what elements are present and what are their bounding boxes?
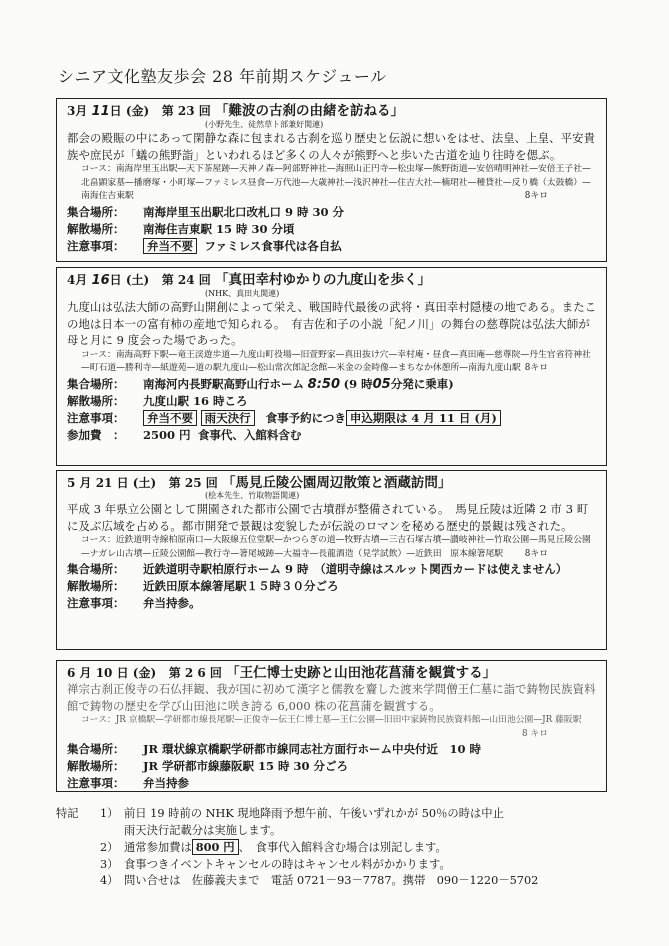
row-value: 南海岸里玉出駅北口改札口 9 時 30 分 bbox=[143, 204, 345, 219]
course-label: コース： bbox=[81, 715, 116, 725]
notes-heading: 特記 bbox=[56, 807, 79, 820]
event-date: 4月 bbox=[67, 273, 88, 287]
row-value: 南海河内長野駅高野山行ホーム bbox=[143, 376, 304, 391]
dismissal-place-row bbox=[67, 578, 598, 595]
course-distance: 8キロ bbox=[524, 548, 548, 559]
event-card-25 bbox=[56, 470, 607, 650]
note-text: 問い合せは 佐藤義夫まで 電話 0721－93－7787。携帯 090－1220－5702 bbox=[124, 874, 539, 887]
meeting-place-row bbox=[67, 561, 598, 578]
notice-text: 食事予約につき bbox=[265, 410, 346, 425]
course-label: コース： bbox=[81, 164, 116, 174]
event-date: 5 月 21 日 bbox=[67, 476, 129, 490]
event-description: 平成 3 年県立公園として開園された都市公園で古墳群が整備されている。 馬見丘陵は近隣 2 市 3 町に及ぶ広域を占める。都市開発で景観は変貌したが伝説のロマンを秘める歴史的景観は残された。 bbox=[67, 502, 589, 533]
row-label: 参加費 ： bbox=[67, 427, 125, 442]
note-text: 雨天決行記載分は実施します。 bbox=[124, 823, 282, 837]
note-number: 1） bbox=[100, 807, 119, 820]
row-label: 注意事項： bbox=[67, 410, 125, 425]
event-weekday: (土) bbox=[132, 476, 157, 490]
event-header bbox=[67, 475, 598, 491]
event-weekday: (金) bbox=[125, 104, 150, 118]
event-card-24 bbox=[56, 267, 607, 466]
page-title: シニア文化塾友歩会 28 年前期スケジュール bbox=[58, 67, 387, 86]
note-item bbox=[100, 857, 620, 874]
course-route: 近鉄道明寺線柏原南口—大阪線五位堂駅—かつらぎの道—牧野古墳—三吉石塚古墳—讃岐神社—竹取公園—馬見丘陵公園—ナガレ山古墳—丘陵公園館—教行寺—箸尾城跡—大福寺—長龍酒造（見学試飲）—近鉄田 原本線箸尾駅 bbox=[81, 535, 591, 559]
row-value: JR 環状線京橋駅学研都市線同志社方面行ホーム中央付近 10 時 bbox=[143, 742, 482, 756]
notice-row bbox=[67, 595, 598, 612]
notice-boxed: 弁当不要 bbox=[143, 410, 197, 426]
course-distance: 8キロ bbox=[524, 191, 548, 201]
notice-boxed: 弁当不要 bbox=[143, 238, 197, 254]
note-item bbox=[100, 873, 620, 890]
course-route: 南海岸里玉出駅—天下茶屋跡—天神ノ森—阿部野神社—海照山正円寺—松虫塚—熊野街道—安倍晴明神社—安倍王子社—北畠顕家墓—播磨塚・小町塚—ファミレス昼食—万代池—大歳神社—浅沢神社—住吉大社—楠珺社—種貸社—反り橋（太鼓橋）—南海住吉東駅 bbox=[81, 164, 591, 201]
note-text: 前日 19 時前の NHK 現地降雨予想午前、午後いずれかが 50％の時は中止 bbox=[124, 807, 504, 820]
event-date: 3月 bbox=[67, 104, 88, 118]
notice-text: ファミレス食事代は各自払 bbox=[204, 238, 342, 253]
note-text: 通常参加費は bbox=[124, 841, 192, 854]
event-weekday: (土) bbox=[125, 273, 150, 287]
note-item bbox=[100, 806, 620, 823]
event-header bbox=[67, 272, 598, 289]
notice-row bbox=[67, 410, 598, 427]
event-name: 「王仁博士史跡と山田池花菖蒲を観賞する」 bbox=[226, 665, 497, 681]
dismissal-place-row bbox=[67, 393, 598, 410]
row-value: 近鉄田原本線箸尾駅１５時３０分ごろ bbox=[143, 579, 339, 593]
event-course bbox=[67, 349, 598, 376]
course-label: コース： bbox=[81, 535, 116, 545]
row-label: 集合場所： bbox=[67, 742, 125, 756]
fee-boxed: 800 円 bbox=[192, 839, 239, 855]
event-number: 第 24 回 bbox=[161, 273, 211, 287]
note-number: 3） bbox=[100, 857, 119, 871]
note-number: 2） bbox=[100, 841, 119, 854]
course-label: コース： bbox=[81, 349, 116, 360]
notice-boxed: 雨天決行 bbox=[201, 410, 255, 426]
row-value: JR 学研都市線藤阪駅 15 時 30 分ごろ bbox=[143, 759, 349, 773]
event-date-day: 11 bbox=[91, 104, 110, 119]
row-label: 注意事項： bbox=[67, 776, 125, 790]
course-route: JR 京橋駅—学研都市線長尾駅—正俊寺—伝王仁博士墓—王仁公園—旧田中家鋳物民族資料館—山田池公園—JR 藤阪駅 bbox=[115, 715, 582, 725]
course-distance: 8キロ bbox=[524, 363, 548, 373]
event-number: 第 23 回 bbox=[161, 104, 211, 118]
row-label: 解散場所： bbox=[67, 579, 125, 593]
row-label: 集合場所： bbox=[67, 376, 125, 391]
row-label: 集合場所： bbox=[67, 204, 125, 219]
notice-row bbox=[67, 775, 598, 792]
course-distance: 8 キロ bbox=[522, 728, 548, 739]
event-guide: (桧本先生、竹取物語関連) bbox=[205, 491, 300, 500]
fee-row bbox=[67, 427, 598, 444]
row-value: 弁当持参。 bbox=[143, 596, 201, 610]
event-course bbox=[67, 163, 598, 204]
event-date-suffix: 日 bbox=[109, 104, 122, 118]
dismissal-place-row bbox=[67, 758, 598, 775]
event-guide: (小野先生、徒然草ト部兼好関連) bbox=[205, 120, 324, 129]
note-text: 食事つきイベントキャンセルの時はキャンセル料がかかります。 bbox=[124, 857, 451, 871]
meet-time-handwritten: 8:50 bbox=[307, 376, 340, 392]
event-number: 第 2 6 回 bbox=[168, 666, 222, 680]
meeting-place-row bbox=[67, 741, 598, 758]
meet-note-suffix: 分発に乗車) bbox=[390, 376, 454, 391]
event-name: 「難波の古刹の由緒を訪ねる」 bbox=[215, 103, 404, 119]
dismissal-place-row bbox=[67, 221, 598, 238]
event-course bbox=[67, 714, 598, 741]
event-date: 6 月 10 日 bbox=[67, 666, 129, 680]
row-label: 解散場所： bbox=[67, 221, 125, 236]
event-card-23 bbox=[56, 98, 607, 262]
event-card-26 bbox=[56, 660, 607, 792]
row-label: 集合場所： bbox=[67, 562, 125, 576]
note-item bbox=[100, 839, 620, 857]
event-course bbox=[67, 534, 598, 561]
notice-row bbox=[67, 238, 598, 255]
row-label: 注意事項： bbox=[67, 596, 125, 610]
notes-list bbox=[100, 806, 620, 890]
meet-note-handwritten: 05 bbox=[372, 376, 391, 392]
event-guide: (NHK、真田丸関連) bbox=[205, 289, 280, 298]
row-label: 解散場所： bbox=[67, 393, 125, 408]
fee-value: 2500 円 bbox=[143, 427, 191, 442]
event-description: 九度山は弘法大師の高野山開創によって栄え、戦国時代最後の武将・真田幸村隠棲の地である。またこの地は日本一の富有柿の産地で知られる。 有吉佐和子の小説「紀ノ川」の舞台の慈尊院は弘法大師が母と月に 9 度会った場であった。 bbox=[67, 300, 597, 347]
event-description: 禅宗古刹正俊寺の石仏拝観、我が国に初めて漢字と儒教を齎した渡来学問僧王仁墓に詣で鋳物民族資料館で鋳物の歴史を学び山田池に咲き誇る 6,000 株の花菖蒲を観賞する。 bbox=[67, 682, 596, 713]
meeting-place-row bbox=[67, 204, 598, 221]
row-label: 解散場所： bbox=[67, 759, 125, 773]
event-date-suffix: 日 bbox=[109, 273, 122, 287]
meeting-place-row bbox=[67, 376, 598, 393]
note-number: 4） bbox=[100, 874, 119, 887]
row-value: 近鉄道明寺駅柏原行ホーム 9 時 （道明寺線はスルット関西カードは使えません） bbox=[143, 562, 568, 576]
note-item bbox=[100, 823, 620, 840]
meet-note: (9 時 bbox=[343, 376, 373, 391]
fee-text: 食事代、入館料含む bbox=[197, 427, 302, 442]
row-label: 注意事項： bbox=[67, 238, 125, 253]
row-value: 九度山駅 16 時ころ bbox=[143, 393, 248, 408]
row-value: 弁当持参 bbox=[143, 776, 189, 790]
event-date-day: 16 bbox=[91, 273, 110, 288]
event-header bbox=[67, 103, 598, 120]
note-text: 、 食事代入館料含む場合は別記します。 bbox=[238, 841, 447, 854]
deadline-boxed: 申込期限は 4 月 11 日 (月) bbox=[346, 410, 501, 426]
course-route: 南海高野下駅—竜王渓遊歩道—九度山町役場—旧萱野家—真田抜け穴—幸村庵・昼食—真田庵—慈尊院—丹生官省符神社—町石道—勝利寺—紙遊苑—道の駅九度山—松山常次郎記念館—米金の金時像—まちなか休憩所—南海九度山駅 bbox=[81, 349, 591, 373]
event-number: 第 25 回 bbox=[168, 476, 218, 490]
event-name: 「馬見丘陵公園周辺散策と酒蔵訪問」 bbox=[221, 475, 452, 491]
event-weekday: (金) bbox=[132, 666, 157, 680]
row-value: 南海住吉東駅 15 時 30 分頃 bbox=[143, 221, 295, 236]
event-header bbox=[67, 665, 598, 681]
event-description: 都会の殿賑の中にあって閑静な森に包まれる古刹を巡り歴史と伝説に想いをはせ、法皇、上皇、平安貴族や庶民が「蟻の熊野詣」といわれるほど多くの人々が熊野へと歩いた古道を辿り往時を偲ぶ。 bbox=[67, 131, 596, 162]
event-name: 「真田幸村ゆかりの九度山を歩く」 bbox=[215, 272, 431, 288]
